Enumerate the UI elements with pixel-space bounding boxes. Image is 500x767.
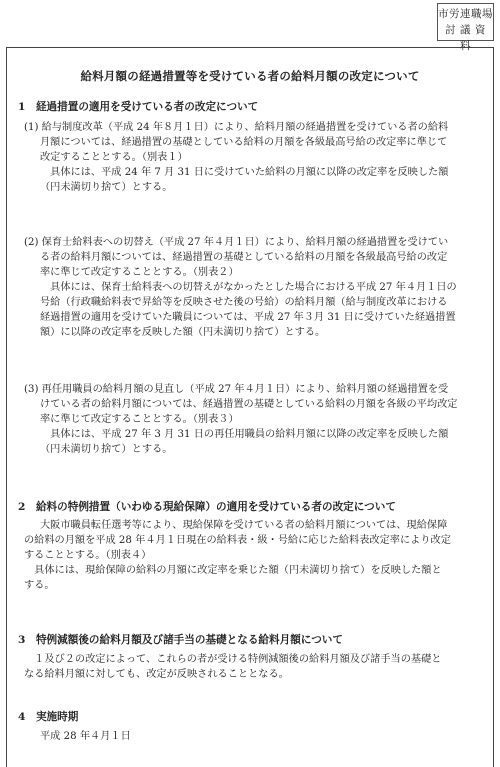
text-line: 経過措置の適用を受けていた職員については、平成 27 年３月 31 日に受けていた経過措置: [40, 312, 456, 323]
text-line: 具体には、保育士給料表への切替えがなかったとした場合における平成 27 年４月１日の: [40, 282, 457, 293]
section-3-heading: 3 特例減額後の給料月額及び諸手当の基礎となる給料月額について: [18, 634, 343, 646]
section-3-body: [24, 652, 441, 682]
text-line: (2) 保育士給料表への切替え（平成 27 年４月１日）により、給料月額の経過措置を受けてい: [24, 237, 449, 248]
section-4-body: [40, 729, 131, 744]
section-4-heading: 4 実施時期: [18, 711, 79, 723]
text-line: の給料の月額を平成 28 年４月１日現在の給料表・級・号給に応じた給料表改定率により改定: [24, 535, 451, 546]
text-line: 号給（行政職給料表で昇給等を反映させた後の号給）の給料月額（給与制度改革における: [40, 297, 448, 308]
text-line: (1) 給与制度改革（平成 24 年８月１日）により、給料月額の経過措置を受けている者の給料: [24, 122, 449, 133]
section-1-item-2: [24, 235, 457, 340]
text-line: 大阪市職員転任選考等により、現給保障を受けている者の給料月額については、現給保障: [40, 520, 448, 531]
text-line: 具体には、平成 27 年 3 月 31 日の再任用職員の給料月額に以降の改定率を反映した額: [40, 429, 449, 440]
section-1-item-3: [24, 382, 457, 457]
text-line: けている者の給料月額については、経過措置の基礎としている給料の月額を各級の平均改定: [40, 399, 458, 410]
discussion-material-stamp: [437, 3, 494, 52]
text-line: 率に準じて改定することとする。（別表２）: [40, 267, 239, 278]
text-line: 改定することとする。（別表１）: [40, 152, 188, 163]
text-line: 平成 28 年４月１日: [40, 731, 131, 742]
text-line: る者の給料月額については、経過措置の基礎としている給料の月額を各級最高号給の改定: [40, 252, 448, 263]
stamp-line-1: 市労連職場: [438, 8, 493, 20]
text-line: 具体には、現給保障の給料の月額に改定率を乗じた額（円未満切り捨て）を反映した額と: [24, 565, 442, 576]
text-line: （円未満切り捨て）とする。: [40, 182, 173, 193]
text-line: 月額については、経過措置の基礎としている給料の月額を各級最高号給の改定率に準じて: [40, 137, 448, 148]
section-2-body: [24, 518, 451, 593]
text-line: （円未満切り捨て）とする。: [40, 444, 173, 455]
section-2-heading: 2 給料の特例措置（いわゆる現給保障）の適用を受けている者の改定について: [18, 501, 396, 513]
section-1-item-1: [24, 120, 448, 195]
document-title: 給料月額の経過措置等を受けている者の給料月額の改定について: [80, 69, 420, 83]
text-line: する。: [24, 580, 55, 591]
text-line: 率に準じて改定することとする。（別表３）: [40, 414, 239, 425]
text-line: １及び２の改定によって、これらの者が受ける特例減額後の給料月額及び諸手当の基礎と: [24, 654, 442, 665]
text-line: 具体には、平成 24 年 7 月 31 日に受けていた給料の月額に以降の改定率を反映した額: [40, 167, 449, 178]
text-line: することとする。（別表４）: [24, 550, 152, 561]
stamp-line-2: 討 議 資 料: [445, 24, 486, 52]
text-line: なる給料月額に対しても、改定が反映されることとなる。: [24, 669, 289, 680]
text-line: (3) 再任用職員の給料月額の見直し（平成 27 年４月１日）により、給料月額の経過措置を受: [24, 384, 449, 395]
text-line: 額）に以降の改定率を反映した額（円未満切り捨て）とする。: [40, 327, 326, 338]
section-1-heading: 1 経過措置の適用を受けている者の改定について: [18, 101, 259, 113]
